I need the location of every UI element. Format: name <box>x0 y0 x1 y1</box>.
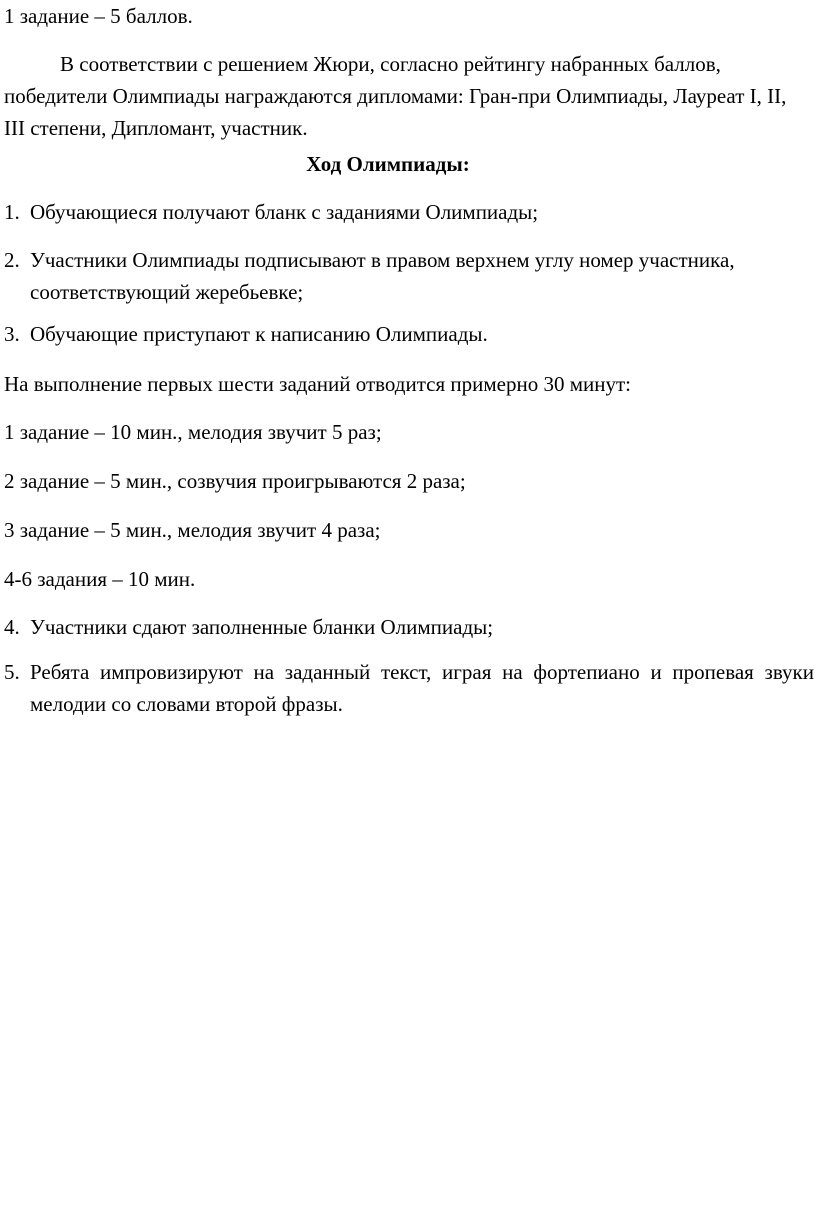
time-intro: На выполнение первых шести заданий отводится примерно 30 минут: <box>4 372 631 396</box>
list-item <box>4 611 814 643</box>
list-text: Обучающиеся получают бланк с заданиями Олимпиады; <box>30 200 539 224</box>
list-item <box>4 196 814 228</box>
time-line: 3 задание – 5 мин., мелодия звучит 4 раза; <box>4 518 381 542</box>
list-number: 1. <box>4 200 20 224</box>
list-text: Участники сдают заполненные бланки Олимпиады; <box>30 615 494 639</box>
section-heading: Ход Олимпиады: <box>306 152 470 176</box>
list-number: 4. <box>4 615 20 639</box>
time-line: 1 задание – 10 мин., мелодия звучит 5 раз; <box>4 420 382 444</box>
score-line: 1 задание – 5 баллов. <box>4 4 193 28</box>
list-number: 5. <box>4 660 20 684</box>
list-text: Обучающие приступают к написанию Олимпиады. <box>30 322 488 346</box>
list-text: Ребята импровизируют на заданный текст, играя на фортепиано и пропевая звуки мелодии со словами второй фразы. <box>30 660 814 716</box>
list-text: Участники Олимпиады подписывают в правом верхнем углу номер участника, соответствующий жеребьевке; <box>30 248 735 304</box>
list-item <box>4 244 814 308</box>
time-line: 4-6 задания – 10 мин. <box>4 567 196 591</box>
list-number: 2. <box>4 248 20 272</box>
time-line: 2 задание – 5 мин., созвучия проигрываются 2 раза; <box>4 469 466 493</box>
jury-paragraph: В соответствии с решением Жюри, согласно рейтингу набранных баллов, победители Олимпиады награждаются дипломами: Гран-при Олимпиады, Лауреат I, II, III степени, Дипломант, участник. <box>4 52 787 140</box>
list-item <box>4 318 814 350</box>
list-number: 3. <box>4 322 20 346</box>
list-item <box>4 656 814 720</box>
